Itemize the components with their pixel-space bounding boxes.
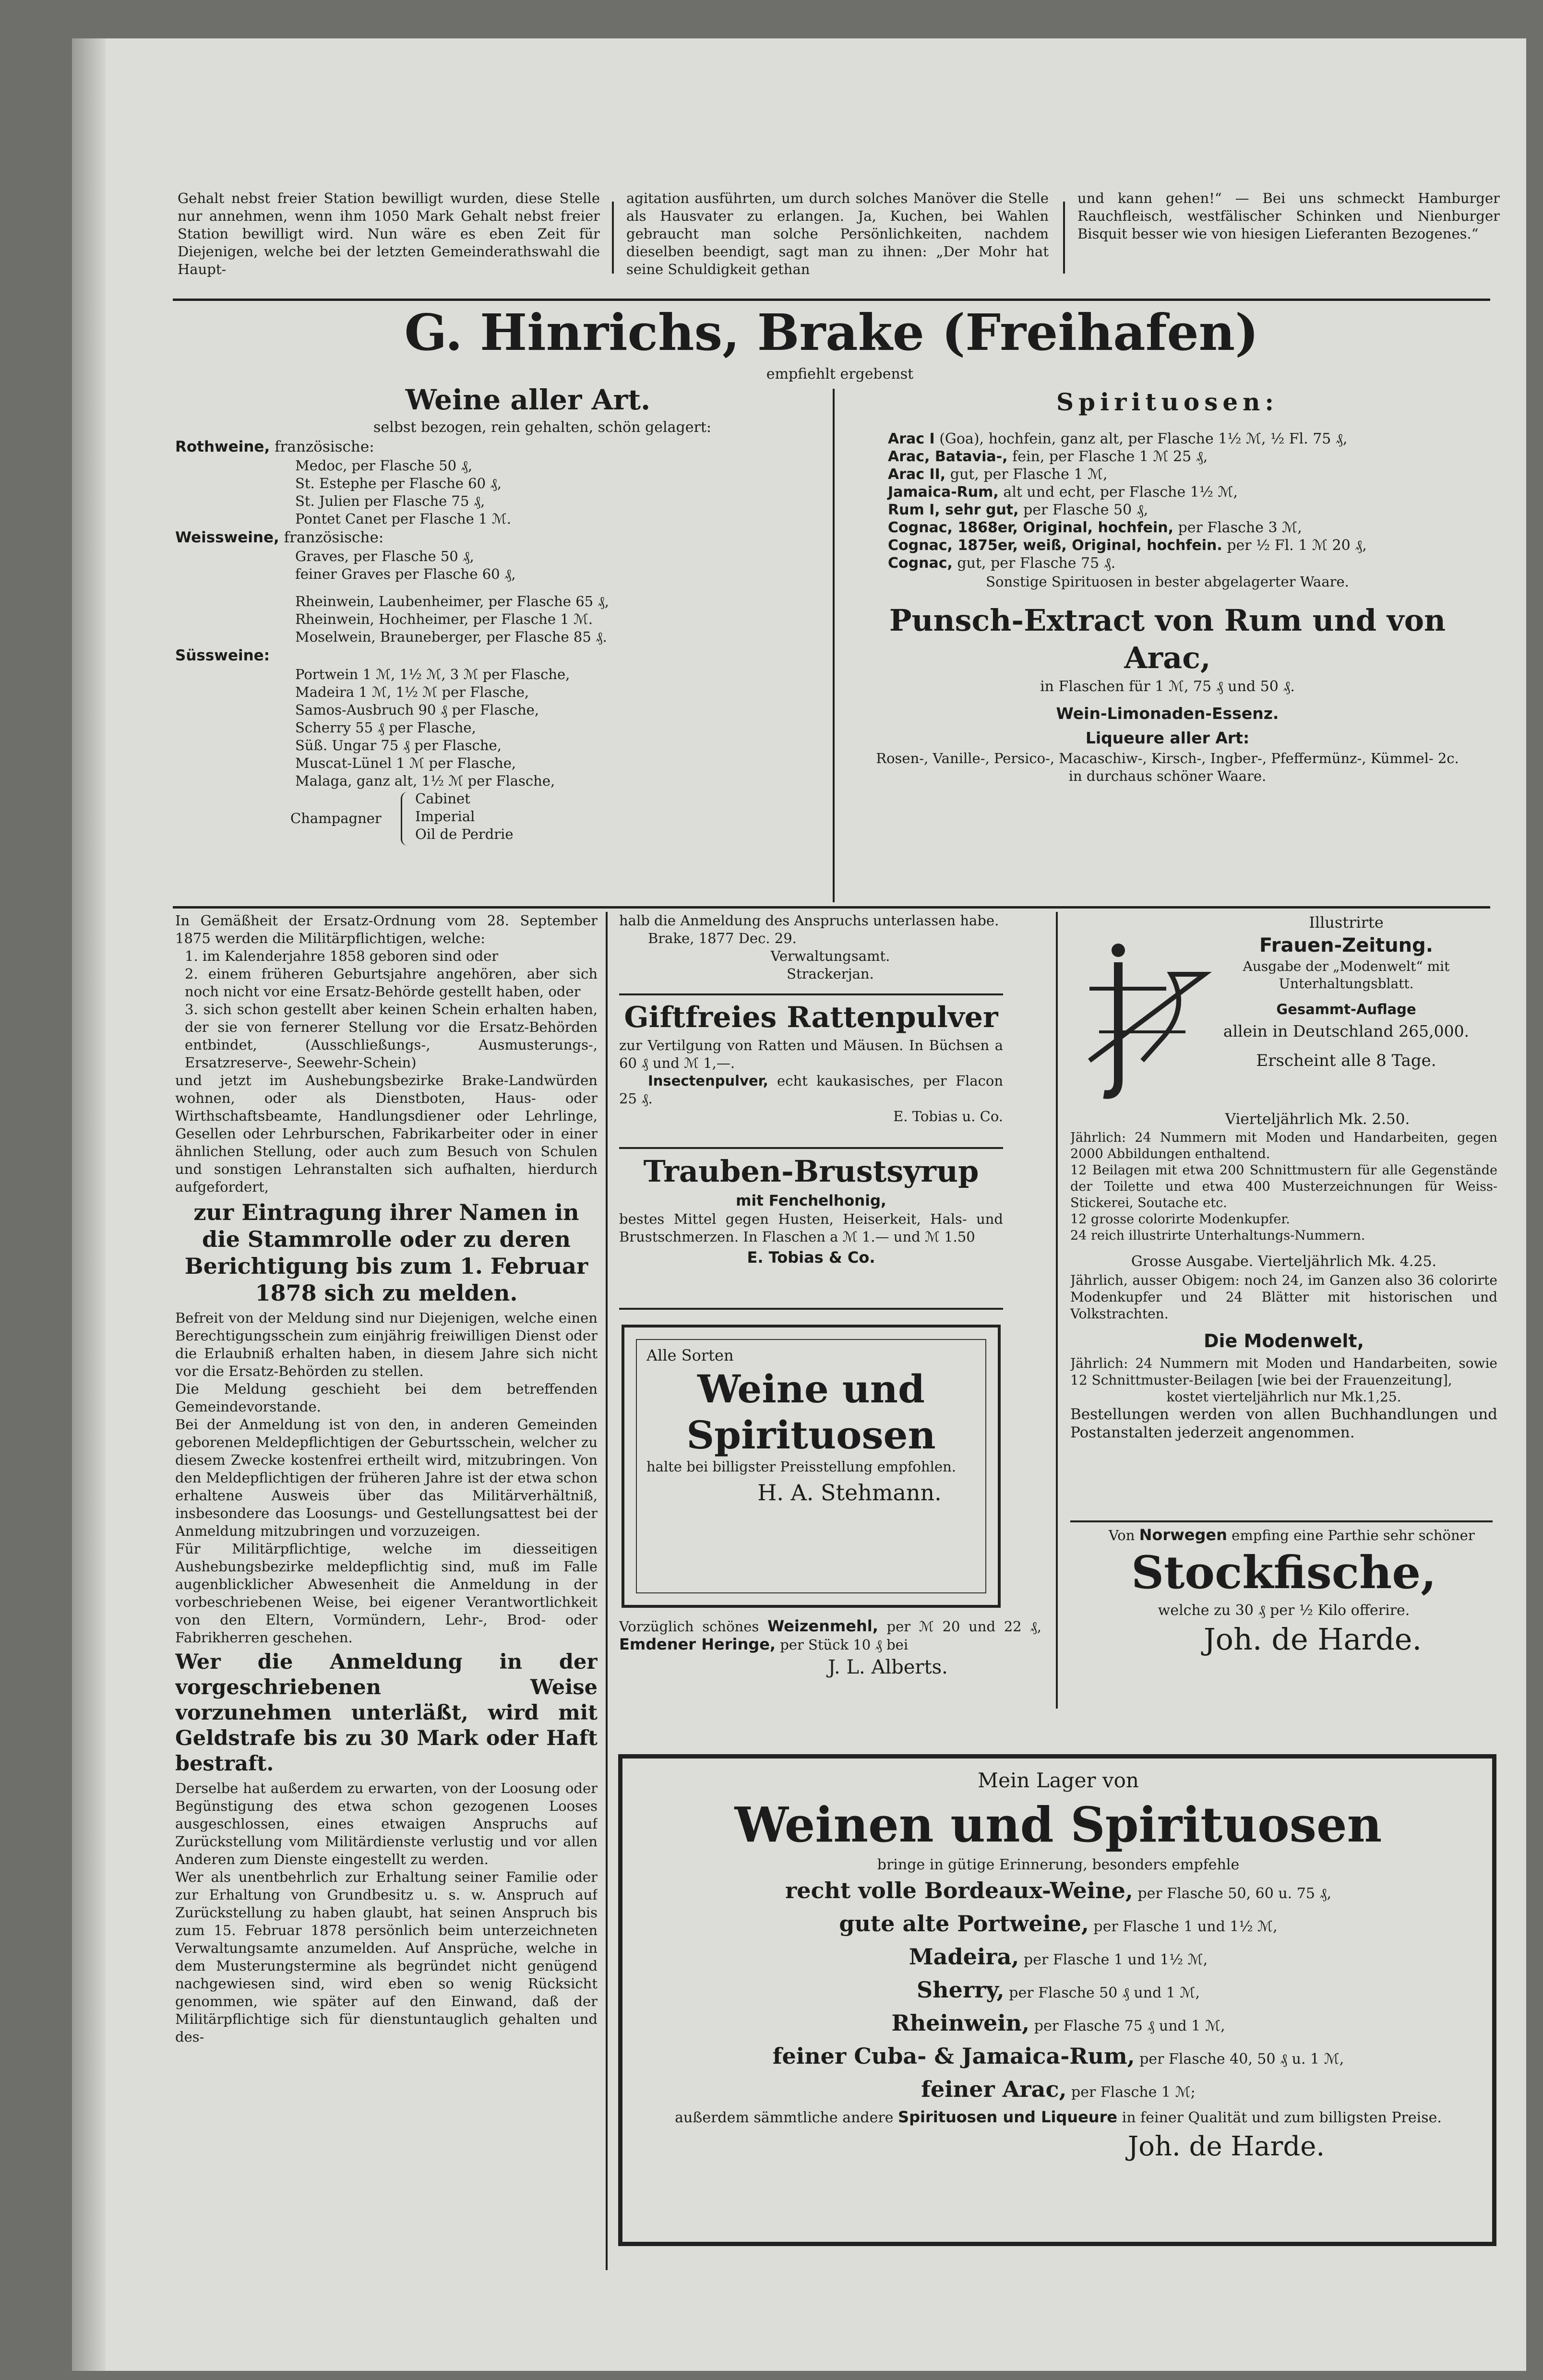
ersatz-signature: Strackerjan. [787,966,874,982]
modenwelt-gesammt: Gesammt-Auflage [1276,1001,1416,1017]
suessweine-list [175,666,823,790]
weizen-pre: Vorzüglich schönes [619,1618,759,1635]
list-item: Cabinet [415,790,470,807]
top-column-3 [1077,190,1500,281]
ersatz-body-4: Bei der Anmeldung ist von den, in anderen Gemeinden geborenen Meldepflichtigen der Geburtsschein, welcher zu diesem Zwecke kostenfrei ertheilt wird, mitzubringen. Von den Meldepflichtigen der früheren Jahre ist der etwa schon erhaltene Ausweis über das Militärverhältniß, insbesondere das Loosungs- und Gestellungsattest bei der Anmeldung mitzubringen und vorzuzeigen. [175,1416,598,1539]
stockfisch-norwegen: Norwegen [1139,1526,1227,1544]
heringe-name: Emdener Heringe, [619,1635,776,1653]
spirit-name: Cognac, 1868er, Original, hochfein, [888,519,1174,536]
harde-signature: Joh. de Harde. [1127,2131,1325,2162]
champagner-label: Champagner [290,810,382,826]
list-item: Imperial [415,808,475,825]
harde-item-name: Rheinwein, [891,2010,1030,2036]
stehmann-text: halte bei billigster Preisstellung empfohlen. [646,1459,957,1475]
stockfisch-pre: Von [1109,1527,1135,1543]
harde-foot-bold: Spirituosen und Liqueure [898,2108,1118,2126]
weizen-name: Weizenmehl, [767,1617,878,1635]
list-item: Pontet Canet per Flasche 1 ℳ. [295,511,511,527]
list-item: Süß. Ungar 75 ₰ per Flasche, [295,737,502,753]
spirit-name: Arac, Batavia-, [888,448,1008,465]
ersatz-body-7: Wer als unentbehrlich zur Erhaltung seiner Familie oder zur Erhaltung von Grundbesitz u. s. w. Anspruch auf Zurückstellung zu haben glaubt, hat seinen Anspruch bis zum 15. Februar 1878 persönlich beim unterzeichneten Verwaltungsamte anzumelden. Auf Ansprüche, welche in dem Musterungstermine als begründet nicht genügend nachgewiesen sind, wird eben so wenig Rücksicht genommen, wie später auf den Einwand, daß der Militärpflichtige sich für dienstuntauglich gehalten und des- [175,1869,598,2045]
spirit-price: alt und echt, per Flasche 1½ ℳ, [1003,484,1238,501]
modenwelt-ausgabe: Ausgabe der „Modenwelt“ mit Unterhaltungsblatt. [1243,958,1450,992]
list-item: Moselwein, Brauneberger, per Flasche 85 ₰. [295,629,607,645]
modenwelt-bestell: Bestellungen werden von allen Buchhandlungen und Postanstalten jederzeit angenommen. [1070,1406,1497,1441]
list-item: 3. sich schon gestellt aber keinen Schein erhalten haben, der sie von fernerer Stellung vor die Ersatz-Behörden entbindet, (Ausschließungs-, Ausmusterungs-, Ersatzreserve-, Seewehr-Schein) [185,1001,598,1071]
insecten-text: echt kaukasisches, per Flacon 25 ₰. [619,1073,1003,1107]
punsch-text: in Flaschen für 1 ℳ, 75 ₰ und 50 ₰. [1040,678,1295,695]
stockfisch-text: empfing eine Parthie sehr schöner [1232,1527,1475,1543]
spirits-heading: Spirituosen: [1056,388,1279,416]
harde-title: Weinen und Spirituosen [734,1796,1382,1853]
spirits-list [845,430,1490,572]
modenwelt-die: Die Modenwelt, [1203,1330,1364,1351]
list-item: Medoc, per Flasche 50 ₰, [295,457,473,474]
list-item: Scherry 55 ₰ per Flasche, [295,719,476,736]
stockfisch-title: Stockfische, [1131,1546,1436,1599]
harde-item-price: per Flasche 50 ₰ und 1 ℳ, [1009,1985,1200,2001]
list-item: Muscat-Lünel 1 ℳ per Flasche, [295,755,516,771]
ersatz-headline-1: zur Eintragung ihrer Namen in die Stammrolle oder zu deren Berichtigung bis zum 1. Februar 1878 sich zu melden. [184,1199,588,1306]
spirits-note: Sonstige Spirituosen in bester abgelagerter Waare. [986,574,1349,590]
spirit-name: Rum I, sehr gut, [888,502,1019,518]
trauben-ad [619,1152,1003,1315]
spirit-price: gut, per Flasche 1 ℳ, [950,466,1108,483]
wines-heading: Weine aller Art. [405,383,651,416]
ratten-text: zur Vertilgung von Ratten und Mäusen. In Büchsen a 60 ₰ und ℳ 1,—. [619,1037,1003,1071]
top-text-1: Gehalt nebst freier Station bewilligt wurden, diese Stelle nur annehmen, wenn ihm 1050 Mark Gehalt nebst freier Station bewilligt wird. Nun wäre es eben Zeit für Diejenigen, welche bei der letzten Gemeinderathswahl die Haupt- [178,190,600,277]
insecten-name: Insectenpulver, [648,1073,768,1089]
hinrichs-title-block [173,302,1490,365]
harde-item-name: recht volle Bordeaux-Weine, [785,1878,1133,1903]
ratten-title: Giftfreies Rattenpulver [624,1001,998,1034]
top-column-1 [178,190,600,281]
list-item: Rheinwein, Laubenheimer, per Flasche 65 ₰, [295,593,610,610]
tobias-signature-2: E. Tobias & Co. [747,1248,875,1267]
weissweine-suffix: französische: [284,529,384,546]
harde-ad [629,1766,1488,2236]
harde-item-name: Madeira, [909,1944,1019,1970]
top-divider-1 [612,202,614,274]
column-divider-right [1056,912,1058,1709]
spirit-price: gut, per Flasche 75 ₰. [957,555,1116,572]
harde-item-price: per Flasche 50, 60 u. 75 ₰, [1137,1885,1331,1902]
ersatz-continuation [619,912,1041,1013]
modenwelt-detail: 24 reich illustrirte Unterhaltungs-Nummern. [1070,1228,1365,1243]
punsch-title: Punsch-Extract von Rum und von Arac, [889,603,1446,675]
hinrichs-title: G. Hinrichs, Brake (Freihafen) [404,303,1259,362]
heringe-text: per Stück 10 ₰ bei [780,1637,909,1653]
right-rule-1 [1070,1520,1493,1522]
harde-item-name: feiner Cuba- & Jamaica-Rum, [772,2043,1135,2069]
top-text-2: agitation ausführten, um durch solches Manöver die Stelle als Hausvater zu erlangen. Ja, Kuchen, bei Wahlen gebraucht man solche Persönlichkeiten, nachdem dieselben beendigt, sagt man zu ihnen: „Der Mohr hat seine Schuldigkeit gethan [626,190,1049,277]
harde-subtitle: bringe in gütige Erinnerung, besonders empfehle [877,1856,1240,1873]
stockfisch-price: welche zu 30 ₰ per ½ Kilo offerire. [1158,1602,1410,1619]
modenwelt-erscheint: Erscheint alle 8 Tage. [1256,1051,1436,1070]
limonaden-text: Wein-Limonaden-Essenz. [1056,704,1279,723]
harde-item-name: gute alte Portweine, [839,1911,1089,1937]
ersatz-cont-text: halb die Anmeldung des Anspruchs unterlassen habe. [619,912,999,929]
list-item: 2. einem früheren Geburtsjahre angehören, aber sich noch nicht vor eine Ersatz-Behörde gestellt haben, oder [185,966,598,1000]
list-item: Graves, per Flasche 50 ₰, [295,548,474,564]
hinrichs-spirits [845,384,1490,902]
trauben-subtitle: mit Fenchelhonig, [736,1192,886,1209]
stehmann-signature: H. A. Stehmann. [757,1480,942,1506]
modenwelt-die-text: Jährlich: 24 Nummern mit Moden und Handarbeiten, sowie 12 Schnittmuster-Beilagen [wie bei der Frauenzeitung], [1070,1355,1497,1388]
middle-rule-2 [619,1147,1003,1149]
harde-foot-pre: außerdem sämmtliche andere [675,2109,894,2126]
liqueure-title: Liqueure aller Art: [1085,729,1250,747]
spirit-name: Jamaica-Rum, [888,484,999,501]
modenwelt-title-1: Illustrirte [1309,913,1384,932]
trauben-text: bestes Mittel gegen Husten, Heiserkeit, Hals- und Brustschmerzen. In Flaschen a ℳ 1.— und ℳ 1.50 [619,1211,1003,1245]
modenwelt-title-2: Frauen-Zeitung. [1259,934,1433,957]
list-item: feiner Graves per Flasche 60 ₰, [295,566,516,582]
modenwelt-detail: Jährlich: 24 Nummern mit Moden und Handarbeiten, gegen 2000 Abbildungen enthaltend. [1070,1130,1497,1161]
harde-item-price: per Flasche 1 und 1½ ℳ, [1093,1918,1278,1935]
ersatz-body-1: und jetzt im Aushebungsbezirke Brake-Landwürden wohnen, oder als Dienstboten, Haus- oder Wirthschaftsbeamte, Handlungsdiener oder Lehrlinge, Gesellen oder Lehrburschen, Fabrikarbeiter oder in einer ähnlichen Stellung, oder auch zum Besuch von Schulen und sonstigen Lehranstalten sich aufhalten, hierdurch aufgefordert, [175,1072,598,1195]
harde-item-price: per Flasche 1 und 1½ ℳ, [1023,1951,1208,1968]
middle-rule-3 [619,1308,1003,1310]
hinrichs-wines [175,382,823,905]
rhein-list [175,593,823,646]
modenwelt-details [1070,1109,1497,1531]
ersatz-body-3: Die Meldung geschieht bei dem betreffenden Gemeindevorstande. [175,1381,598,1415]
rothweine-suffix: französische: [275,438,374,455]
ersatz-list [175,947,598,1072]
modenwelt-detail: 12 grosse colorirte Modenkupfer. [1070,1212,1290,1227]
ersatz-notice [175,912,598,2270]
column-divider-left [606,912,608,2270]
top-divider-2 [1063,202,1065,274]
weissweine-label: Weissweine, [175,529,279,546]
top-column-2 [626,190,1049,281]
hinrichs-subtitle: empfiehlt ergebenst [766,366,914,383]
spirit-name: Cognac, 1875er, weiß, Original, hochfein. [888,537,1222,554]
harde-item-price: per Flasche 75 ₰ und 1 ℳ, [1034,2018,1225,2034]
list-item: Malaga, ganz alt, 1½ ℳ per Flasche, [295,773,555,789]
ersatz-body-2: Befreit von der Meldung sind nur Diejenigen, welche einen Berechtigungsschein zum einjährig freiwilligen Dienst oder die Erlaubniß erhalten haben, in diesem Jahre sich nicht vor die Ersatz-Behörden zu stellen. [175,1310,598,1379]
spirit-price: per ½ Fl. 1 ℳ 20 ₰, [1227,537,1367,554]
hinrichs-bottom-rule [173,906,1490,909]
list-item: Samos-Ausbruch 90 ₰ per Flasche, [295,702,539,718]
rothweine-list [175,457,823,528]
ersatz-intro: In Gemäßheit der Ersatz-Ordnung vom 28. September 1875 werden die Militärpflichtigen, welche: [175,912,598,946]
stockfisch-signature: Joh. de Harde. [1203,1622,1422,1657]
modenwelt-vierteljahr: Vierteljährlich Mk. 2.50. [1225,1111,1410,1128]
harde-foot-post: in feiner Qualität und zum billigsten Preise. [1122,2109,1442,2126]
harde-list [629,1876,1488,2107]
ersatz-date: Brake, 1877 Dec. 29. [648,930,797,946]
ersatz-body-5: Für Militärpflichtige, welche im diesseitigen Aushebungsbezirke meldepflichtig sind, muß im Falle augenblicklicher Abwesenheit die Anmeldung in der vorbeschriebenen Weise, bei eigener Verantwortlichkeit von den Eltern, Vormündern, Lehr-, Brod- oder Fabrikherren geschehen. [175,1541,598,1646]
list-item: St. Estephe per Flasche 60 ₰, [295,475,502,491]
harde-item-name: Sherry, [916,1977,1005,2003]
spirit-name: Arac II, [888,466,946,483]
tobias-signature-1: E. Tobias u. Co. [893,1108,1003,1124]
trauben-title: Trauben-Brustsyrup [643,1154,979,1189]
rothweine-label: Rothweine, [175,438,270,455]
alberts-ad [619,1617,1041,1713]
list-item: 1. im Kalenderjahre 1858 geboren sind oder [185,948,499,964]
weizen-text: per ℳ 20 und 22 ₰, [886,1618,1041,1635]
spirit-price: fein, per Flasche 1 ℳ 25 ₰, [1012,448,1208,465]
modenwelt-header [1195,912,1497,1104]
middle-rule-1 [619,993,1003,995]
spirit-name: Cognac, [888,555,953,572]
wines-intro: selbst bezogen, rein gehalten, schön gelagert: [373,419,711,436]
ersatz-headline-2: Wer die Anmeldung in der vorgeschriebenen Weise vorzunehmen unterläßt, wird mit Geldstrafe bis zu 30 Mark oder Haft bestraft. [175,1650,598,1776]
modenwelt-detail: 12 Beilagen mit etwa 200 Schnittmustern für alle Gegenstände der Toilette und etwa 400 Musterzeichnungen für Weiss-Stickerei, Soutache etc. [1070,1163,1497,1210]
stockfisch-ad [1070,1526,1497,1718]
modenwelt-grosse: Grosse Ausgabe. Vierteljährlich Mk. 4.25. [1131,1253,1437,1270]
weissweine-list [175,548,823,583]
list-item: Oil de Perdrie [415,826,514,842]
spirit-price: per Flasche 3 ℳ, [1178,519,1302,536]
harde-item-name: feiner Arac, [921,2076,1067,2102]
harde-top: Mein Lager von [978,1769,1139,1792]
ersatz-body-6: Derselbe hat außerdem zu erwarten, von der Loosung oder Begünstigung des etwa schon gezogenen Looses ausgeschlossen, eines etwaigen Anspruchs auf Zurückstellung vom Militärdienste verlustig und vor allen Anderen zum Dienste eingestellt zu werden. [175,1780,598,1867]
list-item: Portwein 1 ℳ, 1½ ℳ, 3 ℳ per Flasche, [295,666,570,682]
modenwelt-grosse-text: Jährlich, ausser Obigem: noch 24, im Ganzen also 36 colorirte Modenkupfer und 24 Blätter mit historischen und Volkstrachten. [1070,1272,1497,1322]
list-item: St. Julien per Flasche 75 ₰, [295,493,485,509]
champagner-group [175,790,823,848]
list-item: Rheinwein, Hochheimer, per Flasche 1 ℳ. [295,611,593,627]
champagner-brace [401,792,409,846]
suessweine-label: Süssweine: [175,647,270,664]
alberts-signature: J. L. Alberts. [828,1656,948,1678]
hinrichs-divider [833,389,835,902]
top-rule [173,299,1490,301]
stehmann-title: Weine und Spirituosen [686,1366,936,1458]
modenwelt-auflage: allein in Deutschland 265,000. [1223,1022,1470,1041]
liqueure-text: Rosen-, Vanille-, Persico-, Macaschiw-, Kirsch-, Ingber-, Pfeffermünz-, Kümmel- 2c. [876,750,1459,766]
stehmann-top: Alle Sorten [646,1346,734,1364]
stehmann-ad [636,1339,986,1593]
top-text-3: und kann gehen!“ — Bei uns schmeckt Hamburger Rauchfleisch, westfälischer Schinken und Nienburger Bisquit besser wie von hiesigen Lieferanten Bezogenes.“ [1077,190,1500,242]
ratten-ad [619,998,1003,1142]
spirit-name: Arac I [888,431,935,447]
liqueure-note: in durchaus schöner Waare. [1068,768,1267,784]
harde-item-price: per Flasche 1 ℳ; [1071,2084,1196,2101]
page-fold-shadow [72,38,106,2371]
spirit-price: (Goa), hochfein, ganz alt, per Flasche 1½ ℳ, ½ Fl. 75 ₰, [939,431,1348,447]
modenwelt-die-price: kostet vierteljährlich nur Mk.1,25. [1166,1389,1401,1405]
list-item: Madeira 1 ℳ, 1½ ℳ per Flasche, [295,684,529,700]
ersatz-office: Verwaltungsamt. [770,948,890,964]
spirit-price: per Flasche 50 ₰, [1023,502,1148,518]
harde-item-price: per Flasche 40, 50 ₰ u. 1 ℳ, [1139,2051,1344,2068]
